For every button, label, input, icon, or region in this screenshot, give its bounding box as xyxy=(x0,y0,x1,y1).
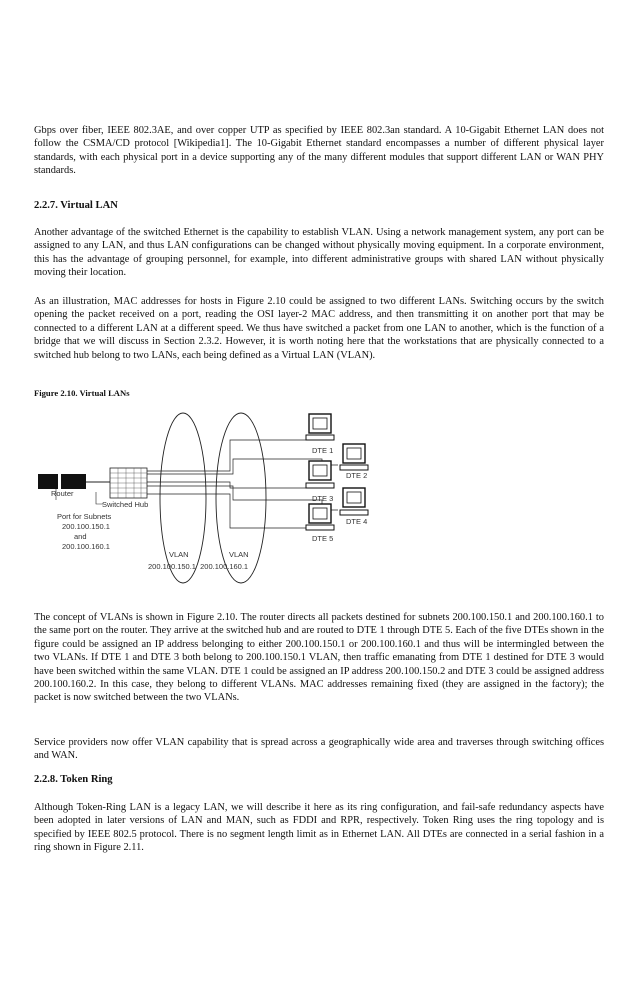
dte1-label: DTE 1 xyxy=(312,446,334,455)
dte3-computer-icon xyxy=(306,461,334,488)
paragraph-10g-ethernet: Gbps over fiber, IEEE 802.3AE, and over copper UTP as specified by IEEE 802.3an standard. A 10-Gigabit Ethernet LAN does not follow the CSMA/CD protocol [Wikipedia1]. The 10-Gigabit Ethernet standard encompasses a number of different physical layer standards, with each physical port in a device supporting any of the many different modules that support different LAN or WAN PHY standards. xyxy=(34,125,604,177)
vlan-ips-label: 200.100.150.1 200.100.160.1 xyxy=(148,562,249,571)
router-icon xyxy=(38,474,86,489)
paragraph-vlan-advantage: Another advantage of the switched Ethernet is the capability to establish VLAN. Using a network management system, any port can be assigned to any LAN, and thus LAN configurations can be changed without physically moving equipment. In a corporate environment, this has the advantage of grouping personnel, for example, into different administrative groups with shared LAN without physically moving their location. xyxy=(34,227,604,279)
vlan1-label: VLAN xyxy=(169,550,189,559)
dte1-computer-icon xyxy=(306,414,334,440)
paragraph-vlan-concept: The concept of VLANs is shown in Figure 2.10. The router directs all packets destined for subnets 200.100.150.1 and 200.100.160.1 to the same port on the router. They arrive at the switched hub and are routed to DTE 1 through DTE 5. Each of the five DTEs shown in the figure could be assigned an IP address belonging to either 200.100.150.1 or 200.100.160.1 and thus will be intermingled between the two VLANs. If DTE 1 and DTE 3 both belong to 200.100.150.1 VLAN, then traffic emanating from DTE 1 destined for DTE 3 would have been switched within the same VLAN. DTE 1 could be assigned an IP address 200.100.150.2 and DTE 3 could be assigned address 200.100.160.2. In this case, they belong to different VLANs. MAC addresses remaining fixed (they are assigned in the factory); the packet is now switched between the two VLANs. xyxy=(34,612,604,704)
dte5-computer-icon xyxy=(306,504,334,530)
subnets-title-label: Port for Subnets xyxy=(57,512,112,521)
section-heading-token-ring: 2.2.8. Token Ring xyxy=(34,774,113,785)
dte2-computer-icon xyxy=(340,444,368,470)
dte5-label: DTE 5 xyxy=(312,534,334,543)
switched-hub-icon xyxy=(110,468,147,498)
vlan2-label: VLAN xyxy=(229,550,249,559)
and-label: and xyxy=(74,532,87,541)
dte3-label: DTE 3 xyxy=(312,494,334,503)
section-heading-virtual-lan: 2.2.7. Virtual LAN xyxy=(34,200,118,211)
paragraph-token-ring: Although Token-Ring LAN is a legacy LAN, we will describe it here as its ring configuration, and fail-safe redundancy aspects have been adopted in later versions of LAN and MAN, such as FDDI and RPR, respectively. Token Ring uses the ring topology and is specified by IEEE 802.5 protocol. There is no segment length limit as in Ethernet LAN. All DTEs are connected in a serial fashion in a ring shown in Figure 2.11. xyxy=(34,802,604,854)
dte4-label: DTE 4 xyxy=(346,517,368,526)
switched-hub-label: Switched Hub xyxy=(102,500,149,509)
subnet-a-label: 200.100.150.1 xyxy=(62,522,110,531)
paragraph-service-providers: Service providers now offer VLAN capability that is spread across a geographically wide area and traverses through switching offices and WAN. xyxy=(34,737,604,762)
paragraph-vlan-illustration: As an illustration, MAC addresses for hosts in Figure 2.10 could be assigned to two different LANs. Switching occurs by the switch opening the packet received on a port, reading the OSI layer-2 MAC address, and then transmitting it on another port that may be connected to a different LAN at a different speed. We thus have switched a packet from one LAN to another, which is the function of a bridge that we will discuss in Section 2.3.2. However, it is worth noting here that the workstations that are physically connected to a switched hub belong to two LANs, each being defined as a Virtual LAN (VLAN). xyxy=(34,296,604,361)
dte4-computer-icon xyxy=(340,488,368,515)
subnet-b-label: 200.100.160.1 xyxy=(62,542,110,551)
dte2-label: DTE 2 xyxy=(346,471,368,480)
figure-caption: Figure 2.10. Virtual LANs xyxy=(34,388,130,398)
router-label: Router xyxy=(51,489,74,498)
virtual-lan-figure xyxy=(0,400,638,600)
